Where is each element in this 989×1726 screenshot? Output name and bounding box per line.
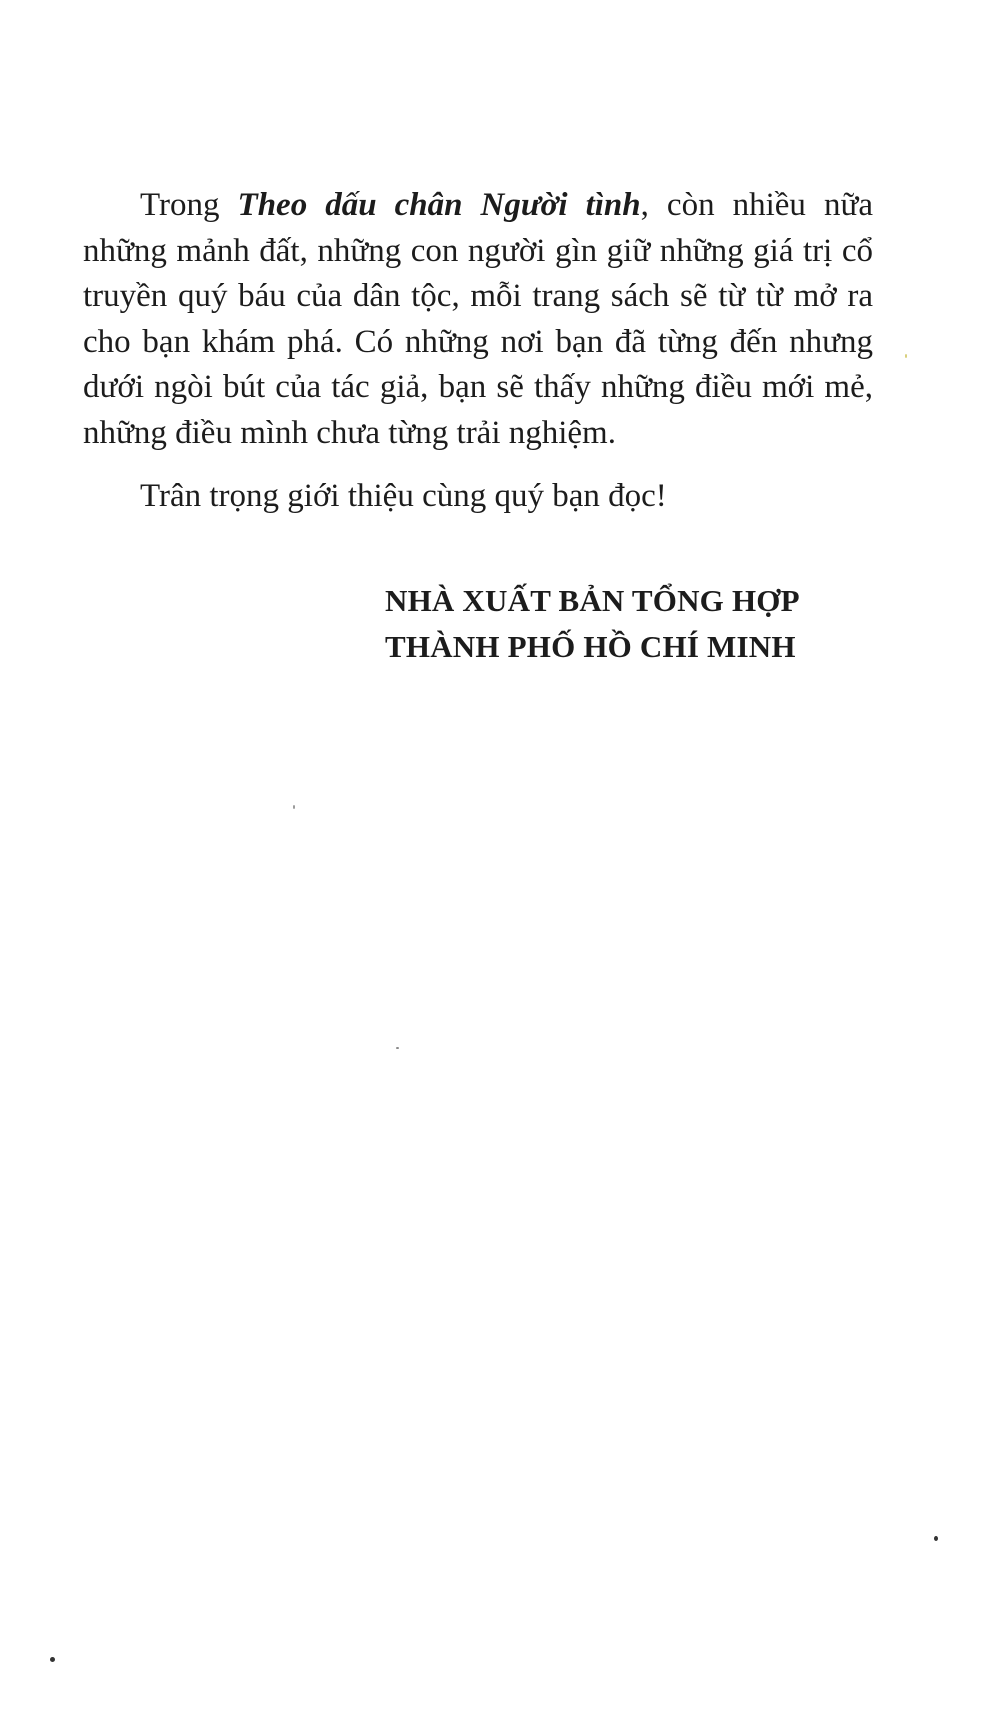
scan-speck — [50, 1657, 55, 1662]
publisher-signature — [385, 578, 800, 670]
publisher-name-line-1: NHÀ XUẤT BẢN TỔNG HỢP — [385, 583, 800, 618]
book-title: Theo dấu chân Người tình — [237, 187, 641, 223]
scan-speck — [934, 1536, 938, 1541]
body-text — [83, 183, 873, 520]
scan-speck — [293, 805, 295, 809]
publisher-name-line-2: THÀNH PHỐ HỒ CHÍ MINH — [385, 629, 796, 664]
paragraph-1-prefix: Trong — [140, 187, 238, 223]
paragraph-2: Trân trọng giới thiệu cùng quý bạn đọc! — [140, 478, 667, 514]
paragraph-1 — [83, 183, 873, 456]
scan-speck — [905, 354, 907, 358]
paragraph-1-rest: , còn nhiều nữa những mảnh đất, những con người gìn giữ những giá trị cổ truyền quý báu của dân tộc, mỗi trang sách sẽ từ từ mở ra cho bạn khám phá. Có những nơi bạn đã từng đến nhưng dưới ngòi bút của tác giả, bạn sẽ thấy những điều mới mẻ, những điều mình chưa từng trải nghiệm. — [83, 187, 874, 451]
scan-speck — [396, 1047, 399, 1049]
